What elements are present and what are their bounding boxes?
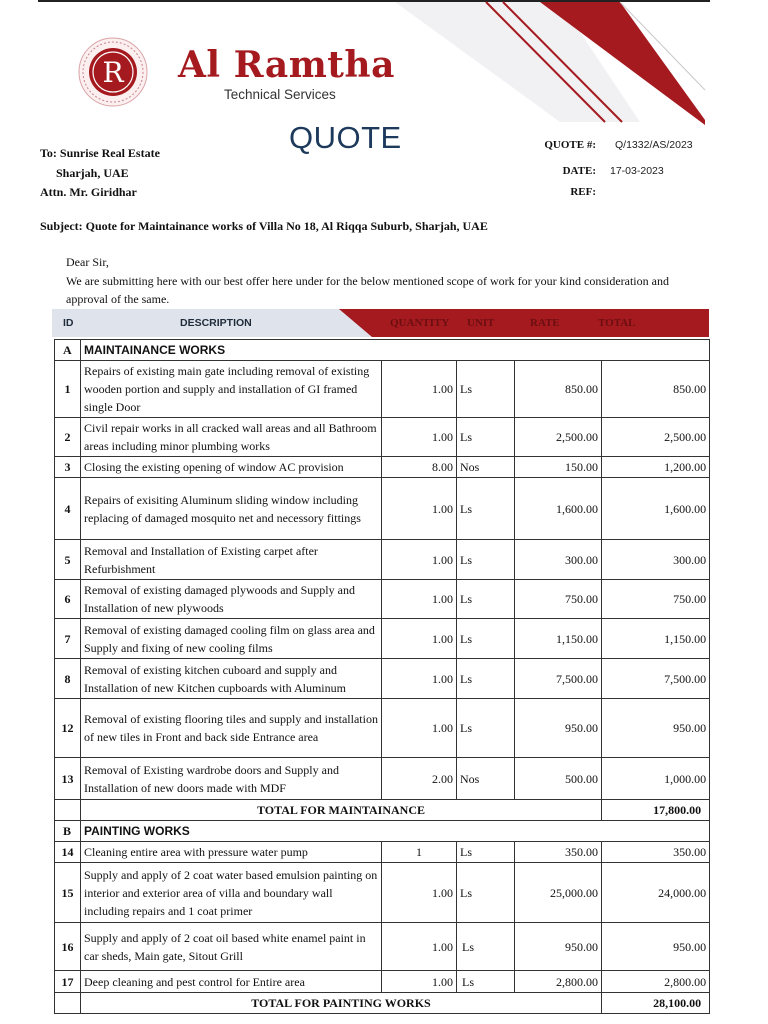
item-rate: 150.00 bbox=[515, 457, 602, 478]
subject-line: Subject: Quote for Maintainance works of Villa No 18, Al Riqqa Suburb, Sharjah, UAE bbox=[40, 219, 488, 233]
table-row bbox=[55, 478, 710, 540]
table-row bbox=[55, 540, 710, 580]
item-total: 750.00 bbox=[602, 580, 710, 619]
item-id: 5 bbox=[55, 540, 81, 580]
col-header-total: TOTAL bbox=[598, 317, 636, 329]
item-quantity: 1.00 bbox=[382, 923, 457, 971]
section-code: B bbox=[55, 821, 81, 842]
table-row bbox=[55, 971, 710, 993]
item-total: 300.00 bbox=[602, 540, 710, 580]
col-header-quantity: QUANTITY bbox=[390, 317, 450, 329]
item-description: Repairs of existing main gate including removal of existing wooden portion and supply and installation of GI framed single Door bbox=[81, 361, 382, 418]
item-id: 8 bbox=[55, 659, 81, 699]
item-quantity: 1.00 bbox=[382, 540, 457, 580]
item-id: 13 bbox=[55, 758, 81, 800]
item-id: 12 bbox=[55, 699, 81, 758]
item-unit: Ls bbox=[457, 699, 515, 758]
item-total: 1,000.00 bbox=[602, 758, 710, 800]
date-value: 17-03-2023 bbox=[610, 165, 664, 177]
item-id: 6 bbox=[55, 580, 81, 619]
section-total-label: TOTAL FOR MAINTAINANCE bbox=[81, 800, 602, 821]
item-unit: Ls bbox=[457, 418, 515, 457]
item-quantity: 1.00 bbox=[382, 659, 457, 699]
item-rate: 25,000.00 bbox=[515, 863, 602, 923]
item-rate: 2,500.00 bbox=[515, 418, 602, 457]
item-rate: 850.00 bbox=[515, 361, 602, 418]
item-description: Removal of existing damaged plywoods and Supply and Installation of new plywoods bbox=[81, 580, 382, 619]
item-unit: Ls bbox=[457, 540, 515, 580]
quote-number-label: QUOTE #: bbox=[544, 139, 596, 151]
company-name: Al Ramtha bbox=[178, 44, 395, 86]
table-row bbox=[55, 863, 710, 923]
item-id: 2 bbox=[55, 418, 81, 457]
recipient-attention: Attn. Mr. Giridhar bbox=[40, 185, 137, 199]
intro-text bbox=[66, 253, 706, 309]
item-description: Civil repair works in all cracked wall areas and all Bathroom areas including minor plumbing works bbox=[81, 418, 382, 457]
item-rate: 300.00 bbox=[515, 540, 602, 580]
item-description: Cleaning entire area with pressure water pump bbox=[81, 842, 382, 863]
item-unit: Ls bbox=[457, 478, 515, 540]
item-unit: Ls bbox=[457, 619, 515, 659]
item-rate: 7,500.00 bbox=[515, 659, 602, 699]
item-rate: 950.00 bbox=[515, 699, 602, 758]
section-title: MAINTAINANCE WORKS bbox=[81, 340, 710, 361]
section-code: A bbox=[55, 340, 81, 361]
item-id: 7 bbox=[55, 619, 81, 659]
item-rate: 500.00 bbox=[515, 758, 602, 800]
item-total: 1,600.00 bbox=[602, 478, 710, 540]
item-quantity: 2.00 bbox=[382, 758, 457, 800]
item-quantity: 1.00 bbox=[382, 619, 457, 659]
item-quantity: 1.00 bbox=[382, 418, 457, 457]
item-rate: 750.00 bbox=[515, 580, 602, 619]
intro-body: We are submitting here with our best offer here under for the below mentioned scope of work for your kind consideration and approval of the same. bbox=[66, 273, 669, 306]
item-unit: Ls bbox=[457, 842, 515, 863]
item-total: 24,000.00 bbox=[602, 863, 710, 923]
item-rate: 1,150.00 bbox=[515, 619, 602, 659]
item-total: 2,500.00 bbox=[602, 418, 710, 457]
item-total: 950.00 bbox=[602, 923, 710, 971]
item-rate: 2,800.00 bbox=[515, 971, 602, 993]
col-header-rate: RATE bbox=[530, 317, 560, 329]
item-description: Repairs of exisiting Aluminum sliding window including replacing of damaged mosquito net and necessory fittings bbox=[81, 478, 382, 540]
section-total-row bbox=[55, 993, 710, 1014]
section-total-value: 28,100.00 bbox=[602, 993, 710, 1014]
item-quantity: 1.00 bbox=[382, 699, 457, 758]
item-quantity: 1.00 bbox=[382, 863, 457, 923]
item-unit: Ls bbox=[457, 361, 515, 418]
table-row bbox=[55, 842, 710, 863]
item-total: 7,500.00 bbox=[602, 659, 710, 699]
item-total: 1,200.00 bbox=[602, 457, 710, 478]
item-id: 3 bbox=[55, 457, 81, 478]
item-unit: Ls bbox=[457, 923, 515, 971]
table-row bbox=[55, 619, 710, 659]
recipient-location: Sharjah, UAE bbox=[56, 165, 129, 180]
section-row bbox=[55, 821, 710, 842]
item-description: Removal of existing damaged cooling film on glass area and Supply and fixing of new cooling films bbox=[81, 619, 382, 659]
item-rate: 1,600.00 bbox=[515, 478, 602, 540]
ref-label: REF: bbox=[570, 186, 596, 198]
item-unit: Nos bbox=[457, 758, 515, 800]
table-row bbox=[55, 758, 710, 800]
item-unit: Nos bbox=[457, 457, 515, 478]
greeting: Dear Sir, bbox=[66, 255, 109, 269]
table-row bbox=[55, 659, 710, 699]
item-quantity: 8.00 bbox=[382, 457, 457, 478]
item-description: Deep cleaning and pest control for Entire area bbox=[81, 971, 382, 993]
item-unit: Ls bbox=[457, 971, 515, 993]
item-quantity: 1.00 bbox=[382, 580, 457, 619]
item-total: 350.00 bbox=[602, 842, 710, 863]
table-row bbox=[55, 699, 710, 758]
item-total: 950.00 bbox=[602, 699, 710, 758]
item-description: Removal of existing kitchen cuboard and supply and Installation of new Kitchen cupboards with Aluminum bbox=[81, 659, 382, 699]
recipient-company: To: Sunrise Real Estate bbox=[40, 146, 160, 160]
page-title: QUOTE bbox=[289, 120, 402, 155]
item-id: 4 bbox=[55, 478, 81, 540]
section-row bbox=[55, 340, 710, 361]
company-logo bbox=[70, 36, 156, 108]
section-total-row bbox=[55, 800, 710, 821]
item-quantity: 1 bbox=[382, 842, 457, 863]
item-description: Closing the existing opening of window AC provision bbox=[81, 457, 382, 478]
company-tagline: Technical Services bbox=[224, 87, 336, 102]
item-total: 1,150.00 bbox=[602, 619, 710, 659]
item-quantity: 1.00 bbox=[382, 971, 457, 993]
section-total-label: TOTAL FOR PAINTING WORKS bbox=[81, 993, 602, 1014]
section-total-value: 17,800.00 bbox=[602, 800, 710, 821]
table-row bbox=[55, 457, 710, 478]
item-description: Removal of existing flooring tiles and supply and installation of new tiles in Front and back side Entrance area bbox=[81, 699, 382, 758]
item-id: 17 bbox=[55, 971, 81, 993]
item-description: Removal and Installation of Existing carpet after Refurbishment bbox=[81, 540, 382, 580]
item-description: Supply and apply of 2 coat water based emulsion painting on interior and exterior area of villa and boundary wall including repairs and 1 coat primer bbox=[81, 863, 382, 923]
logo-letter: R bbox=[102, 56, 124, 89]
table-row bbox=[55, 361, 710, 418]
item-description: Supply and apply of 2 coat oil based white enamel paint in car sheds, Main gate, Sitout Grill bbox=[81, 923, 382, 971]
recipient-block bbox=[40, 144, 160, 203]
col-header-id: ID bbox=[63, 317, 74, 329]
section-title: PAINTING WORKS bbox=[81, 821, 710, 842]
item-unit: Ls bbox=[457, 580, 515, 619]
item-unit: Ls bbox=[457, 659, 515, 699]
item-quantity: 1.00 bbox=[382, 361, 457, 418]
table-row bbox=[55, 580, 710, 619]
items-table bbox=[54, 339, 710, 1014]
col-header-unit: UNIT bbox=[467, 317, 495, 329]
quote-number-value: Q/1332/AS/2023 bbox=[615, 139, 693, 151]
item-rate: 950.00 bbox=[515, 923, 602, 971]
item-total: 850.00 bbox=[602, 361, 710, 418]
item-rate: 350.00 bbox=[515, 842, 602, 863]
item-quantity: 1.00 bbox=[382, 478, 457, 540]
item-id: 14 bbox=[55, 842, 81, 863]
table-row bbox=[55, 923, 710, 971]
item-total: 2,800.00 bbox=[602, 971, 710, 993]
date-label: DATE: bbox=[562, 165, 596, 177]
item-description: Removal of Existing wardrobe doors and Supply and Installation of new doors made with MDF bbox=[81, 758, 382, 800]
col-header-description: DESCRIPTION bbox=[180, 317, 252, 329]
table-row bbox=[55, 418, 710, 457]
item-id: 15 bbox=[55, 863, 81, 923]
item-id: 16 bbox=[55, 923, 81, 971]
item-unit: Ls bbox=[457, 863, 515, 923]
item-id: 1 bbox=[55, 361, 81, 418]
